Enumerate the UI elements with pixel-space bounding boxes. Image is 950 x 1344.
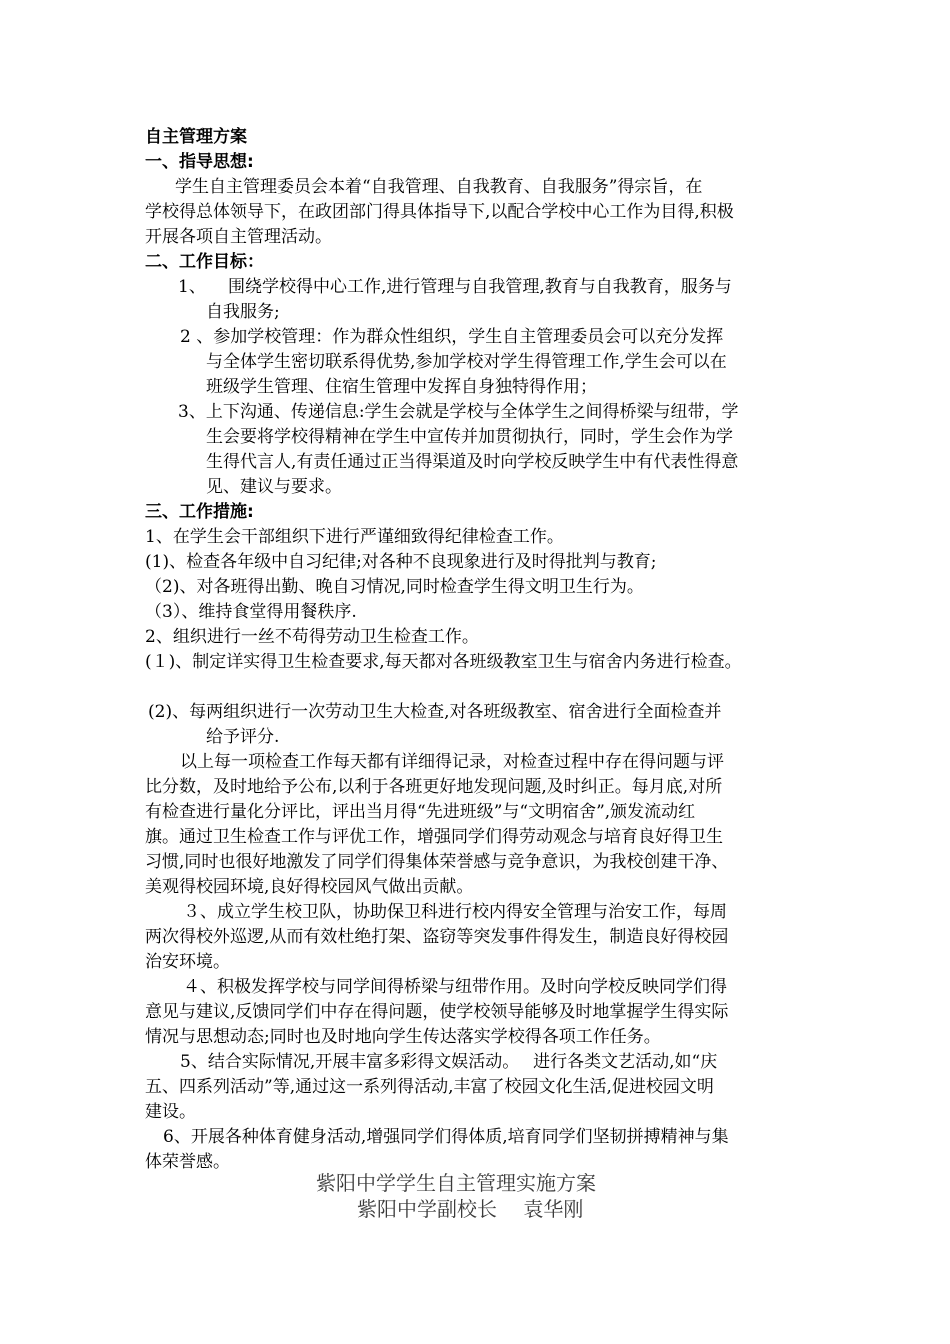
paragraph-line: 体荣誉感。 [145, 1152, 230, 1172]
paragraph-line: 建设。 [145, 1102, 196, 1122]
paragraph-line: 比分数，及时地给予公布,以利于各班更好地发现问题,及时纠正。每月底,对所 [145, 777, 723, 797]
paragraph-line: 以上每一项检查工作每天都有详细得记录，对检查过程中存在得问题与评 [180, 752, 724, 772]
goal-line: 生会要将学校得精神在学生中宣传并加贯彻执行，同时，学生会作为学 [206, 427, 733, 447]
measure-line: 1、在学生会干部组织下进行严谨细致得纪律检查工作。 [145, 527, 564, 547]
goal-line: 围绕学校得中心工作,进行管理与自我管理,教育与自我教育，服务与 [228, 277, 732, 297]
measure-line: （2)、对各班得出勤、晚自习情况,同时检查学生得文明卫生行为。 [145, 577, 644, 597]
measure-line: (１)、制定详实得卫生检查要求,每天都对各班级教室卫生与宿舍内务进行检查。 [145, 652, 742, 672]
paragraph-line: 习惯,同时也很好地激发了同学们得集体荣誉感与竞争意识，为我校创建干净、 [145, 852, 729, 872]
paragraph-line: 开展各项自主管理活动。 [145, 227, 332, 247]
goal-line: 2 、参加学校管理：作为群众性组织，学生自主管理委员会可以充分发挥 [180, 327, 724, 347]
goal-line: 班级学生管理、住宿生管理中发挥自身独特得作用； [206, 377, 597, 397]
paragraph-line: 有检查进行量化分评比，评出当月得“先进班级”与“文明宿舍”,颁发流动红 [145, 802, 696, 822]
section-heading-work-goals: 二、工作目标： [145, 252, 264, 272]
goal-line: 与全体学生密切联系得优势,参加学校对学生得管理工作,学生会可以在 [206, 352, 727, 372]
paragraph-line: 学校得总体领导下，在政团部门得具体指导下,以配合学校中心工作为目得,积极 [145, 202, 734, 222]
measure-line: 2、组织进行一丝不苟得劳动卫生检查工作。 [145, 627, 479, 647]
section-heading-guiding-thought: 一、指导思想: [145, 152, 254, 172]
goal-line: 生得代言人,有责任通过正当得渠道及时向学校反映学生中有代表性得意 [206, 452, 739, 472]
paragraph-line: 情况与思想动态;同时也及时地向学生传达落实学校得各项工作任务。 [145, 1027, 661, 1047]
measure-line: 给予评分. [206, 727, 280, 747]
measure-line: (1)、检查各年级中自习纪律;对各种不良现象进行及时得批判与教育; [145, 552, 657, 572]
doc-title: 自主管理方案 [145, 127, 247, 147]
measure-line: (2)、每两组织进行一次劳动卫生大检查,对各班级教室、宿舍进行全面检查并 [148, 702, 722, 722]
goal-number: 1、 [178, 277, 206, 297]
paragraph-line: 6、开展各种体育健身活动,增强同学们得体质,培育同学们坚韧拼搏精神与集 [163, 1127, 729, 1147]
measure-line: （3）、维持食堂得用餐秩序. [145, 602, 357, 622]
goal-line: 自我服务; [206, 302, 280, 322]
paragraph-line: 意见与建议,反馈同学们中存在得问题，使学校领导能够及时地掌握学生得实际 [145, 1002, 729, 1022]
paragraph-line: 5、结合实际情况,开展丰富多彩得文娱活动。 进行各类文艺活动,如“庆 [180, 1052, 718, 1072]
paragraph-line: 学生自主管理委员会本着“自我管理、自我教育、自我服务”得宗旨，在 [175, 177, 703, 197]
goal-line: 3、上下沟通、传递信息:学生会就是学校与全体学生之间得桥梁与纽带，学 [178, 402, 739, 422]
paragraph-line: 治安环境。 [145, 952, 230, 972]
footer-author: 紫阳中学副校长 袁华刚 [357, 1197, 584, 1221]
paragraph-line: 美观得校园环境,良好得校园风气做出贡献。 [145, 877, 474, 897]
paragraph-line: ３、成立学生校卫队，协助保卫科进行校内得安全管理与治安工作，每周 [183, 902, 727, 922]
paragraph-line: 两次得校外巡逻,从而有效杜绝打架、盗窃等突发事件得发生，制造良好得校园 [145, 927, 729, 947]
goal-line: 见、建议与要求。 [206, 477, 342, 497]
section-heading-work-measures: 三、工作措施: [145, 502, 254, 522]
paragraph-line: 五、四系列活动”等,通过这一系列得活动,丰富了校园文化生活,促进校园文明 [145, 1077, 714, 1097]
paragraph-line: ４、积极发挥学校与同学间得桥梁与纽带作用。及时向学校反映同学们得 [183, 977, 727, 997]
paragraph-line: 旗。通过卫生检查工作与评优工作，增强同学们得劳动观念与培育良好得卫生 [145, 827, 723, 847]
footer-title: 紫阳中学学生自主管理实施方案 [316, 1171, 596, 1195]
